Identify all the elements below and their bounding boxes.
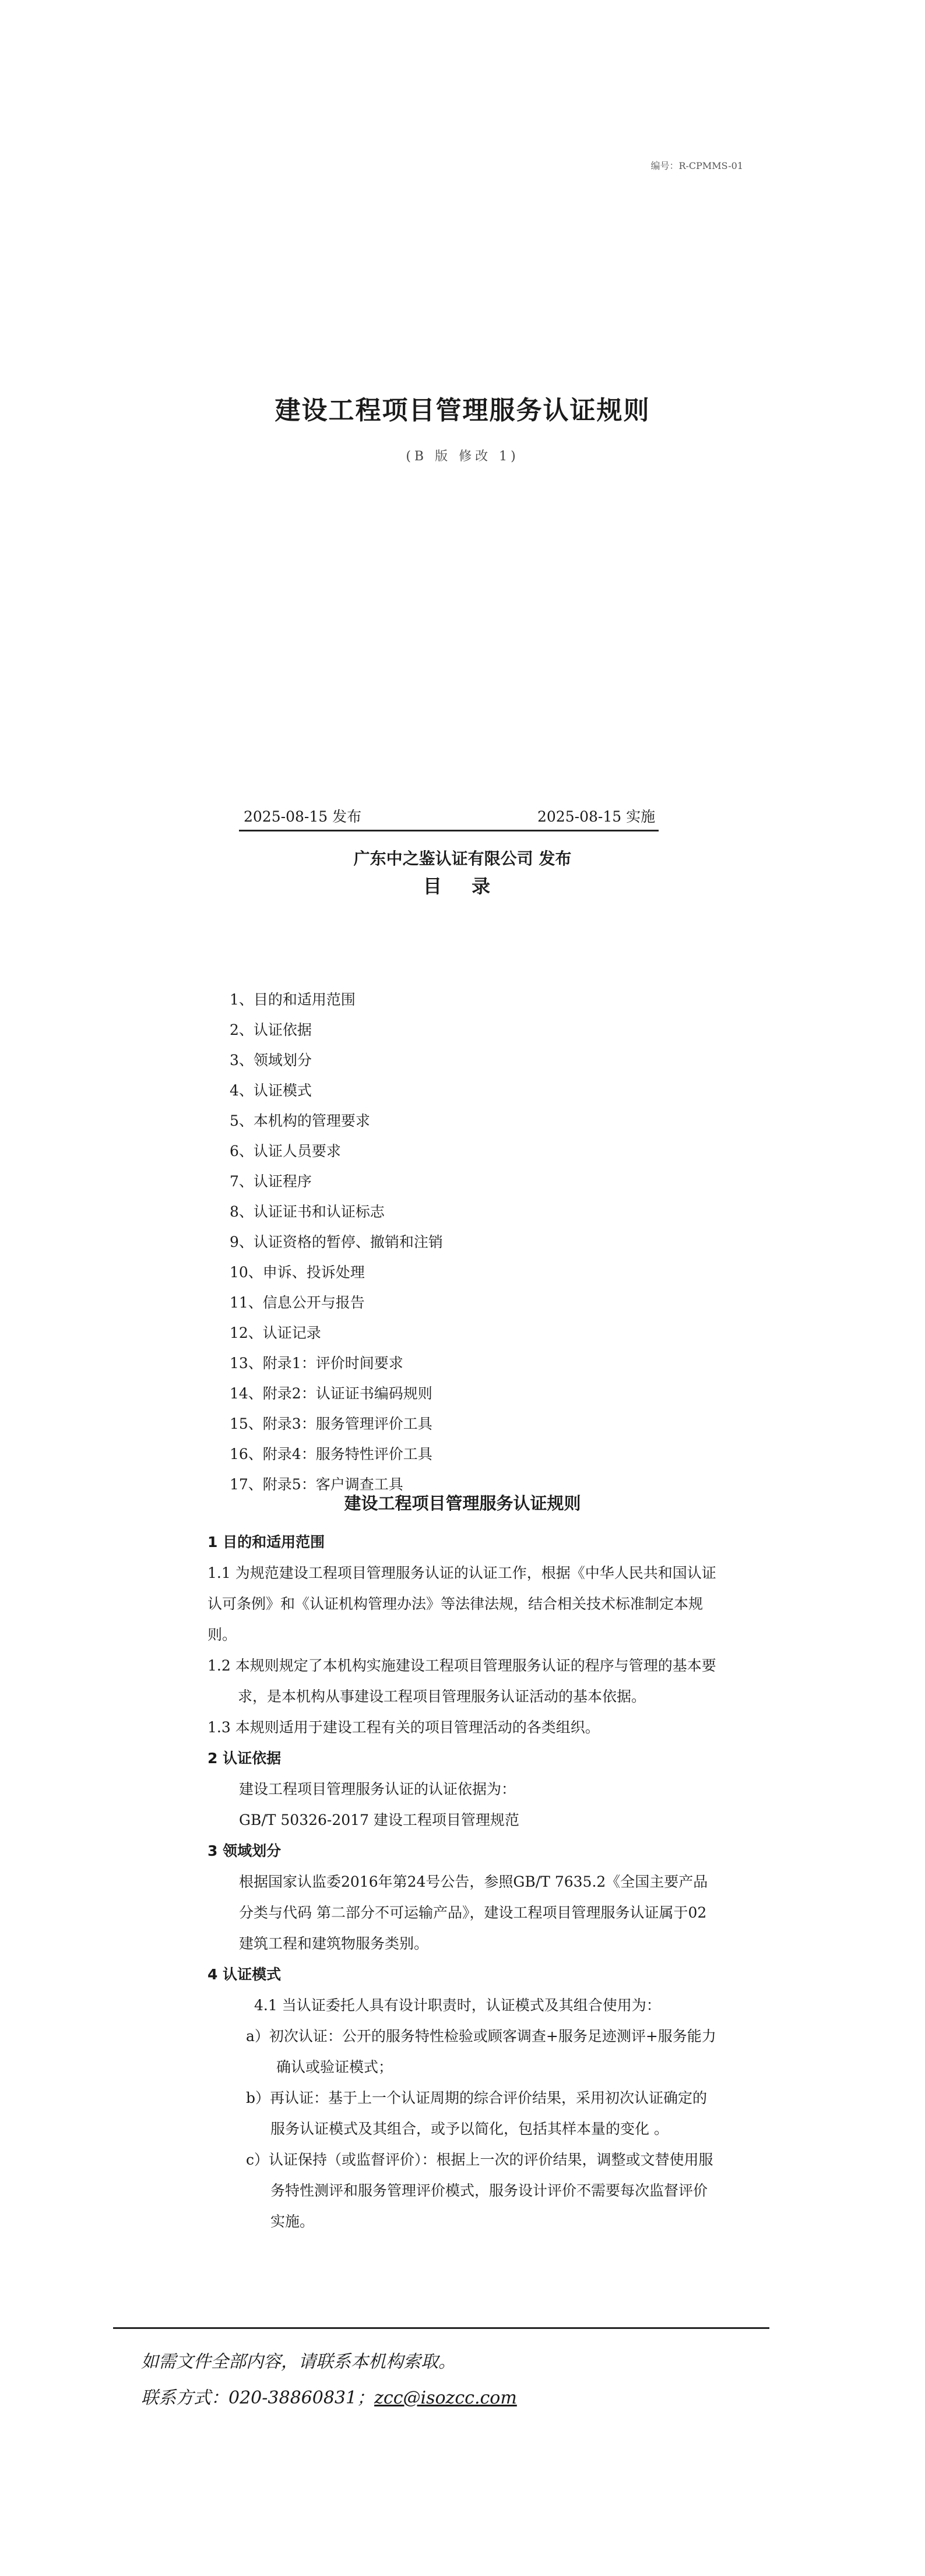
toc-item: 12、认证记录 bbox=[230, 1324, 321, 1341]
table-of-contents bbox=[230, 985, 443, 1500]
publisher: 广东中之鉴认证有限公司 发布 bbox=[353, 849, 572, 868]
toc-item: 4、认证模式 bbox=[230, 1082, 312, 1099]
toc-item: 1、目的和适用范围 bbox=[230, 991, 356, 1008]
paragraph: 建设工程项目管理服务认证的认证依据为： bbox=[239, 1781, 516, 1798]
rules-content bbox=[207, 1527, 720, 2237]
paragraph: 4.1 当认证委托人具有设计职责时，认证模式及其组合使用为： bbox=[254, 1997, 661, 2014]
publish-date: 2025-08-15 发布 bbox=[244, 808, 362, 825]
section-heading: 4 认证模式 bbox=[207, 1966, 282, 1983]
paragraph: GB/T 50326-2017 建设工程项目管理规范 bbox=[239, 1812, 519, 1828]
version-label: (B 版 修改 1) bbox=[406, 449, 519, 464]
footer-note: 如需文件全部内容，请联系本机构索取。 bbox=[141, 2352, 456, 2372]
toc-item: 3、领域划分 bbox=[230, 1052, 312, 1069]
toc-item: 9、认证资格的暂停、撤销和注销 bbox=[230, 1234, 443, 1250]
toc-item: 10、申诉、投诉处理 bbox=[230, 1264, 365, 1281]
toc-title: 目 录 bbox=[423, 875, 502, 897]
document-title: 建设工程项目管理服务认证规则 bbox=[275, 396, 650, 425]
toc-item: 6、认证人员要求 bbox=[230, 1143, 341, 1160]
section-heading: 3 领域划分 bbox=[207, 1842, 282, 1859]
contact-phone: 联系方式：020-38860831； bbox=[141, 2388, 375, 2408]
toc-item: 13、附录1：评价时间要求 bbox=[230, 1355, 403, 1372]
toc-item: 15、附录3：服务管理评价工具 bbox=[230, 1415, 432, 1432]
list-item: c）认证保持（或监督评价）：根据上一次的评价结果，调整或文替使用服务特性测评和服务管理评价模式，服务设计评价不需要每次监督评价实施。 bbox=[246, 2151, 713, 2230]
toc-item: 16、附录4：服务特性评价工具 bbox=[230, 1446, 432, 1463]
paragraph: 1.2 本规则规定了本机构实施建设工程项目管理服务认证的程序与管理的基本要求，是本机构从事建设工程项目管理服务认证活动的基本依据。 bbox=[207, 1657, 716, 1705]
toc-item: 11、信息公开与报告 bbox=[230, 1294, 365, 1311]
toc-item: 2、认证依据 bbox=[230, 1021, 312, 1038]
toc-item: 7、认证程序 bbox=[230, 1173, 312, 1190]
paragraph: 1.1 为规范建设工程项目管理服务认证的认证工作，根据《中华人民共和国认证认可条例》和《认证机构管理办法》等法律法规，结合相关技术标准制定本规则。 bbox=[207, 1564, 716, 1643]
footer-divider bbox=[113, 2327, 769, 2329]
toc-item: 14、附录2：认证证书编码规则 bbox=[230, 1385, 432, 1402]
effective-date: 2025-08-15 实施 bbox=[537, 808, 656, 825]
toc-item: 8、认证证书和认证标志 bbox=[230, 1203, 385, 1220]
toc-item: 5、本机构的管理要求 bbox=[230, 1112, 370, 1129]
contact-email-link[interactable]: zcc@isozcc.com bbox=[374, 2388, 517, 2408]
document-code: 编号：R-CPMMS-01 bbox=[650, 160, 743, 171]
footer-contact bbox=[141, 2383, 517, 2409]
paragraph: 根据国家认监委2016年第24号公告，参照GB/T 7635.2《全国主要产品分类与代码 第二部分不可运输产品》，建设工程项目管理服务认证属于02建筑工程和建筑物服务类别。 bbox=[239, 1873, 708, 1952]
section-heading: 2 认证依据 bbox=[207, 1750, 282, 1767]
list-item: b）再认证：基于上一个认证周期的综合评价结果，采用初次认证确定的服务认证模式及其组合，或予以简化，包括其样本量的变化 。 bbox=[246, 2089, 708, 2137]
list-item: a）初次认证：公开的服务特性检验或顾客调查+服务足迹测评+服务能力确认或验证模式； bbox=[246, 2028, 716, 2075]
paragraph: 1.3 本规则适用于建设工程有关的项目管理活动的各类组织。 bbox=[207, 1719, 600, 1736]
section-heading: 1 目的和适用范围 bbox=[207, 1534, 325, 1550]
date-bar bbox=[239, 803, 659, 831]
toc-item: 17、附录5：客户调查工具 bbox=[230, 1476, 403, 1493]
body-title: 建设工程项目管理服务认证规则 bbox=[344, 1493, 581, 1513]
